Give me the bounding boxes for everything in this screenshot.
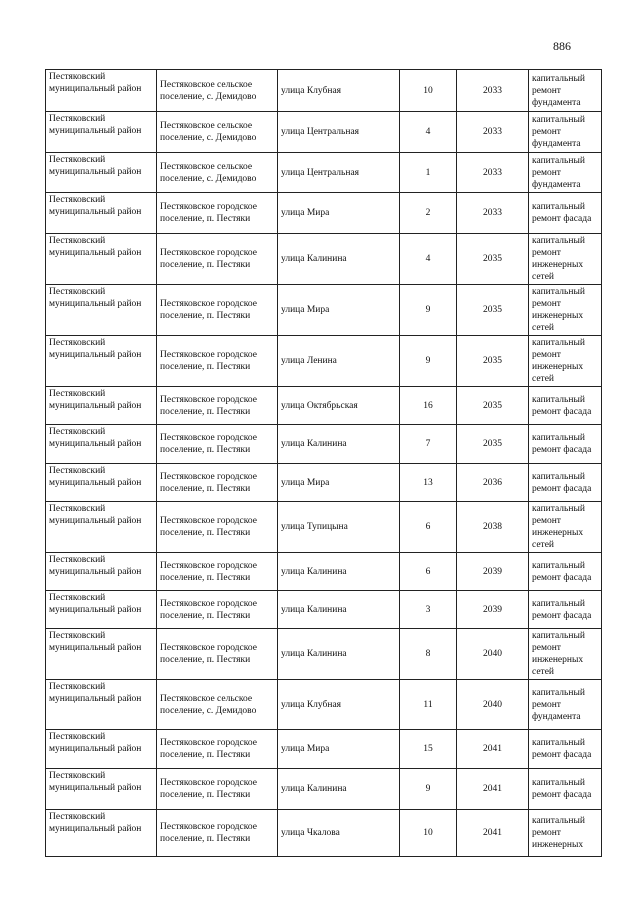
street-cell: улица Мира [278, 730, 400, 769]
street-cell: улица Чкалова [278, 810, 400, 857]
work-type-cell: капитальный ремонт фасада [529, 193, 602, 234]
table-row [46, 234, 602, 285]
settlement-cell: Пестяковское городское поселение, п. Пестяки [157, 502, 278, 553]
house-number-cell: 1 [400, 153, 457, 193]
settlement-cell: Пестяковское городское поселение, п. Пестяки [157, 464, 278, 502]
district-cell: Пестяковский муниципальный район [46, 285, 157, 336]
settlement-cell: Пестяковское городское поселение, п. Пестяки [157, 336, 278, 387]
table-row [46, 810, 602, 857]
work-type-cell: капитальный ремонт фундамента [529, 112, 602, 153]
settlement-cell: Пестяковское городское поселение, п. Пестяки [157, 234, 278, 285]
table-row [46, 153, 602, 193]
street-cell: улица Клубная [278, 680, 400, 730]
work-type-cell: капитальный ремонт инженерных сетей [529, 502, 602, 553]
street-cell: улица Ленина [278, 336, 400, 387]
street-cell: улица Мира [278, 193, 400, 234]
work-type-cell: капитальный ремонт фасада [529, 591, 602, 629]
house-number-cell: 11 [400, 680, 457, 730]
year-cell: 2040 [457, 629, 529, 680]
street-cell: улица Центральная [278, 112, 400, 153]
work-type-cell: капитальный ремонт инженерных сетей [529, 629, 602, 680]
house-number-cell: 9 [400, 285, 457, 336]
table-row [46, 502, 602, 553]
settlement-cell: Пестяковское городское поселение, п. Пестяки [157, 193, 278, 234]
table-row [46, 730, 602, 769]
house-number-cell: 9 [400, 336, 457, 387]
table-row [46, 336, 602, 387]
table-row [46, 70, 602, 112]
house-number-cell: 15 [400, 730, 457, 769]
work-type-cell: капитальный ремонт фасада [529, 387, 602, 425]
street-cell: улица Мира [278, 285, 400, 336]
district-cell: Пестяковский муниципальный район [46, 464, 157, 502]
table-row [46, 680, 602, 730]
year-cell: 2039 [457, 591, 529, 629]
settlement-cell: Пестяковское городское поселение, п. Пестяки [157, 591, 278, 629]
year-cell: 2035 [457, 425, 529, 464]
district-cell: Пестяковский муниципальный район [46, 730, 157, 769]
district-cell: Пестяковский муниципальный район [46, 553, 157, 591]
table-row [46, 629, 602, 680]
street-cell: улица Мира [278, 464, 400, 502]
district-cell: Пестяковский муниципальный район [46, 769, 157, 810]
district-cell: Пестяковский муниципальный район [46, 591, 157, 629]
work-type-cell: капитальный ремонт фундамента [529, 153, 602, 193]
table-body [46, 70, 602, 857]
work-type-cell: капитальный ремонт инженерных [529, 810, 602, 857]
year-cell: 2036 [457, 464, 529, 502]
district-cell: Пестяковский муниципальный район [46, 387, 157, 425]
settlement-cell: Пестяковское городское поселение, п. Пестяки [157, 730, 278, 769]
district-cell: Пестяковский муниципальный район [46, 680, 157, 730]
work-type-cell: капитальный ремонт фасада [529, 730, 602, 769]
house-number-cell: 10 [400, 70, 457, 112]
settlement-cell: Пестяковское сельское поселение, с. Демидово [157, 680, 278, 730]
settlement-cell: Пестяковское городское поселение, п. Пестяки [157, 553, 278, 591]
street-cell: улица Калинина [278, 591, 400, 629]
work-type-cell: капитальный ремонт фасада [529, 553, 602, 591]
street-cell: улица Центральная [278, 153, 400, 193]
street-cell: улица Калинина [278, 425, 400, 464]
work-type-cell: капитальный ремонт фасада [529, 464, 602, 502]
year-cell: 2035 [457, 285, 529, 336]
table-row [46, 425, 602, 464]
house-number-cell: 13 [400, 464, 457, 502]
settlement-cell: Пестяковское городское поселение, п. Пестяки [157, 629, 278, 680]
settlement-cell: Пестяковское городское поселение, п. Пестяки [157, 769, 278, 810]
table-row [46, 553, 602, 591]
house-number-cell: 2 [400, 193, 457, 234]
district-cell: Пестяковский муниципальный район [46, 112, 157, 153]
street-cell: улица Тупицына [278, 502, 400, 553]
settlement-cell: Пестяковское сельское поселение, с. Демидово [157, 70, 278, 112]
house-number-cell: 8 [400, 629, 457, 680]
street-cell: улица Калинина [278, 553, 400, 591]
street-cell: улица Октябрьская [278, 387, 400, 425]
work-type-cell: капитальный ремонт фундамента [529, 680, 602, 730]
year-cell: 2041 [457, 730, 529, 769]
settlement-cell: Пестяковское городское поселение, п. Пестяки [157, 425, 278, 464]
year-cell: 2033 [457, 153, 529, 193]
work-type-cell: капитальный ремонт фасада [529, 425, 602, 464]
work-type-cell: капитальный ремонт фундамента [529, 70, 602, 112]
year-cell: 2035 [457, 387, 529, 425]
work-type-cell: капитальный ремонт инженерных сетей [529, 234, 602, 285]
district-cell: Пестяковский муниципальный район [46, 234, 157, 285]
page-number: 886 [553, 39, 571, 53]
house-number-cell: 6 [400, 502, 457, 553]
year-cell: 2033 [457, 112, 529, 153]
table-row [46, 387, 602, 425]
table-row [46, 112, 602, 153]
street-cell: улица Клубная [278, 70, 400, 112]
house-number-cell: 4 [400, 234, 457, 285]
year-cell: 2035 [457, 234, 529, 285]
district-cell: Пестяковский муниципальный район [46, 629, 157, 680]
repair-schedule-table [45, 69, 602, 857]
house-number-cell: 4 [400, 112, 457, 153]
year-cell: 2041 [457, 769, 529, 810]
district-cell: Пестяковский муниципальный район [46, 425, 157, 464]
work-type-cell: капитальный ремонт инженерных сетей [529, 336, 602, 387]
house-number-cell: 9 [400, 769, 457, 810]
work-type-cell: капитальный ремонт инженерных сетей [529, 285, 602, 336]
district-cell: Пестяковский муниципальный район [46, 193, 157, 234]
work-type-cell: капитальный ремонт фасада [529, 769, 602, 810]
settlement-cell: Пестяковское городское поселение, п. Пестяки [157, 285, 278, 336]
table-row [46, 193, 602, 234]
street-cell: улица Калинина [278, 769, 400, 810]
house-number-cell: 7 [400, 425, 457, 464]
house-number-cell: 6 [400, 553, 457, 591]
district-cell: Пестяковский муниципальный район [46, 153, 157, 193]
district-cell: Пестяковский муниципальный район [46, 70, 157, 112]
year-cell: 2039 [457, 553, 529, 591]
table-row [46, 769, 602, 810]
district-cell: Пестяковский муниципальный район [46, 810, 157, 857]
settlement-cell: Пестяковское городское поселение, п. Пестяки [157, 810, 278, 857]
district-cell: Пестяковский муниципальный район [46, 336, 157, 387]
year-cell: 2041 [457, 810, 529, 857]
street-cell: улица Калинина [278, 234, 400, 285]
settlement-cell: Пестяковское городское поселение, п. Пестяки [157, 387, 278, 425]
settlement-cell: Пестяковское сельское поселение, с. Демидово [157, 153, 278, 193]
district-cell: Пестяковский муниципальный район [46, 502, 157, 553]
year-cell: 2033 [457, 70, 529, 112]
year-cell: 2038 [457, 502, 529, 553]
year-cell: 2035 [457, 336, 529, 387]
house-number-cell: 3 [400, 591, 457, 629]
year-cell: 2033 [457, 193, 529, 234]
table-row [46, 591, 602, 629]
house-number-cell: 16 [400, 387, 457, 425]
settlement-cell: Пестяковское сельское поселение, с. Демидово [157, 112, 278, 153]
table-row [46, 464, 602, 502]
table-row [46, 285, 602, 336]
street-cell: улица Калинина [278, 629, 400, 680]
year-cell: 2040 [457, 680, 529, 730]
house-number-cell: 10 [400, 810, 457, 857]
